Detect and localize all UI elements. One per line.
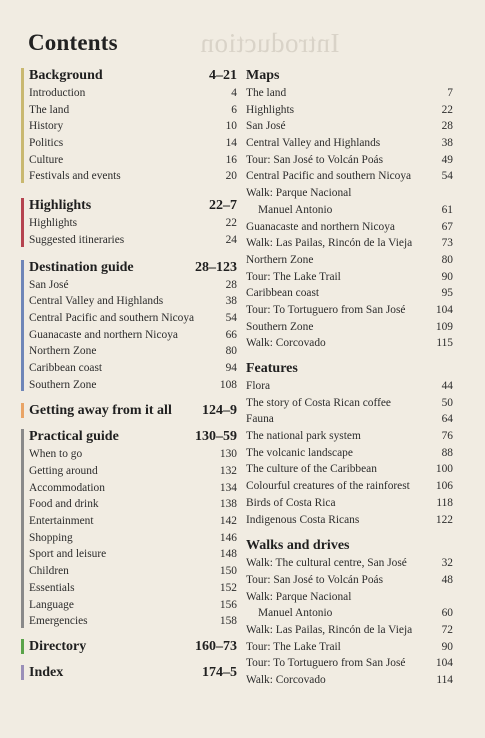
entry-page: 114: [436, 674, 453, 686]
entry-label: Colourful creatures of the rainforest: [246, 480, 410, 493]
toc-entry[interactable]: [246, 572, 453, 589]
section-pages: 4–21: [209, 68, 237, 83]
toc-entry[interactable]: [29, 85, 237, 102]
toc-entry[interactable]: [29, 343, 237, 360]
entry-label: Highlights: [29, 217, 78, 230]
toc-entry[interactable]: [29, 463, 237, 480]
toc-entry[interactable]: [29, 563, 237, 580]
section-heading: Maps: [246, 68, 280, 83]
entry-page: 54: [225, 311, 237, 324]
entry-page: 7: [447, 87, 453, 99]
entry-page: 10: [225, 120, 237, 133]
entry-page: 20: [225, 170, 237, 183]
toc-entry[interactable]: [29, 597, 237, 614]
toc-section: [246, 536, 453, 689]
toc-entry[interactable]: [246, 102, 453, 119]
toc-entry[interactable]: [246, 411, 453, 428]
entry-label: Highlights: [246, 103, 295, 116]
entry-label: Flora: [246, 380, 271, 392]
entry-page: 28: [441, 120, 453, 133]
entry-label: Indigenous Costa Ricans: [246, 513, 360, 526]
section-pages: 174–5: [202, 664, 237, 680]
entry-label: The volcanic landscape: [246, 446, 353, 459]
entry-page: 67: [441, 220, 453, 233]
section-heading[interactable]: [29, 663, 237, 682]
toc-section: [21, 637, 237, 656]
entry-label: Shopping: [29, 531, 73, 544]
bleed-through-text: Introduction: [200, 28, 340, 58]
section-color-bar: [21, 198, 24, 246]
toc-entry[interactable]: [246, 235, 453, 252]
entry-page: 118: [436, 496, 453, 509]
toc-section: [21, 427, 237, 630]
section-heading[interactable]: [29, 637, 237, 656]
entry-label: Fauna: [246, 413, 274, 426]
toc-section: [21, 401, 237, 420]
toc-entry[interactable]: [29, 135, 237, 152]
entry-page: 60: [441, 607, 453, 620]
entry-label: Getting around: [29, 465, 98, 477]
toc-entry[interactable]: [29, 580, 237, 597]
entry-page: 88: [441, 446, 453, 459]
section-color-bar: [21, 260, 24, 392]
entry-label: Manuel Antonio: [258, 203, 333, 216]
entry-label: Walk: The cultural centre, San José: [246, 557, 407, 570]
toc-entry[interactable]: [246, 85, 453, 102]
entry-label: San José: [29, 278, 69, 291]
entry-label: Caribbean coast: [246, 287, 320, 300]
entry-label: Southern Zone: [29, 378, 97, 391]
toc-entry[interactable]: [246, 672, 453, 689]
entry-label: Tour: San José to Volcán Poás: [246, 153, 384, 166]
toc-entry[interactable]: [246, 135, 453, 152]
entry-page: 38: [441, 137, 453, 150]
section-pages: 28–123: [195, 259, 237, 275]
section-title: Highlights: [29, 198, 92, 214]
toc-entry[interactable]: [246, 252, 453, 269]
entry-page: 138: [219, 498, 237, 511]
entry-page: 22: [441, 103, 453, 116]
entry-label: Walk: Las Pailas, Rincón de la Vieja: [246, 623, 413, 636]
entry-page: 73: [441, 237, 453, 250]
toc-entry[interactable]: [246, 202, 453, 219]
toc-section: [246, 66, 453, 352]
entry-label: The land: [29, 103, 70, 116]
section-color-bar: [21, 665, 24, 680]
toc-entry[interactable]: [29, 613, 237, 630]
right-column: [246, 66, 453, 689]
toc-entry[interactable]: [29, 327, 237, 344]
toc-entry[interactable]: [29, 496, 237, 513]
entry-label: Northern Zone: [246, 253, 314, 266]
entry-label: Southern Zone: [246, 320, 314, 333]
entry-page: 152: [219, 581, 237, 594]
entry-page: 108: [219, 378, 237, 391]
toc-entry[interactable]: [246, 302, 453, 319]
entry-label: Festivals and events: [29, 170, 121, 183]
toc-entry[interactable]: [246, 118, 453, 135]
entry-label: Walk: Parque Nacional: [246, 187, 352, 200]
toc-section: [21, 258, 237, 394]
entry-page: 49: [441, 153, 453, 166]
toc-entry[interactable]: [246, 168, 453, 185]
entry-label: Birds of Costa Rica: [246, 496, 336, 509]
entry-label: Sport and leisure: [29, 548, 107, 561]
entry-page: 44: [441, 380, 453, 392]
entry-page: 90: [441, 640, 453, 653]
entry-label: The culture of the Caribbean: [246, 463, 377, 476]
entry-label: Tour: The Lake Trail: [246, 270, 341, 283]
section-heading[interactable]: [29, 258, 237, 277]
entry-page: 16: [225, 153, 237, 166]
entry-label: Caribbean coast: [29, 361, 103, 374]
section-color-bar: [21, 429, 24, 628]
entry-label: Entertainment: [29, 515, 94, 528]
toc-entry[interactable]: [29, 277, 237, 294]
toc-entry[interactable]: [29, 293, 237, 310]
entry-page: 156: [219, 598, 237, 611]
entry-label: The land: [246, 87, 287, 99]
entry-label: Politics: [29, 137, 64, 150]
entry-label: Central Pacific and southern Nicoya: [29, 311, 195, 324]
entry-page: 146: [219, 531, 237, 544]
toc-entry[interactable]: [29, 446, 237, 463]
entry-label: The national park system: [246, 430, 361, 443]
entry-label: Suggested itineraries: [29, 233, 125, 246]
toc-entry[interactable]: [29, 310, 237, 327]
entry-page: 132: [219, 465, 237, 477]
toc-entry[interactable]: [246, 495, 453, 512]
entry-page: 106: [435, 480, 453, 493]
toc-entry[interactable]: [246, 378, 453, 395]
section-title: Background: [29, 68, 103, 83]
section-color-bar: [21, 403, 24, 418]
entry-page: 104: [435, 657, 453, 670]
entry-page: 4: [231, 87, 237, 99]
entry-label: Children: [29, 565, 69, 578]
entry-label: Accommodation: [29, 481, 105, 494]
entry-label: The story of Costa Rican coffee: [246, 396, 391, 409]
toc-entry[interactable]: [29, 102, 237, 119]
entry-page: 61: [441, 203, 453, 216]
entry-label: Walk: Corcovado: [246, 674, 326, 686]
toc-entry[interactable]: [29, 546, 237, 563]
entry-label: Walk: Las Pailas, Rincón de la Vieja: [246, 237, 413, 250]
entry-label: Central Pacific and southern Nicoya: [246, 170, 412, 183]
entry-label: Tour: The Lake Trail: [246, 640, 341, 653]
toc-entry[interactable]: [246, 478, 453, 495]
toc-entry[interactable]: [246, 605, 453, 622]
toc-entry[interactable]: [29, 232, 237, 249]
toc-entry[interactable]: [246, 589, 453, 606]
toc-entry[interactable]: [29, 152, 237, 169]
entry-label: Central Valley and Highlands: [246, 137, 381, 150]
entry-label: Northern Zone: [29, 345, 97, 358]
section-heading[interactable]: [29, 196, 237, 215]
entry-page: 66: [225, 328, 237, 341]
section-color-bar: [21, 639, 24, 654]
entry-label: Language: [29, 598, 74, 611]
entry-page: 48: [441, 573, 453, 586]
toc-entry[interactable]: [246, 395, 453, 412]
section-title: Getting away from it all: [29, 403, 172, 419]
toc-entry[interactable]: [246, 219, 453, 236]
toc-entry[interactable]: [29, 118, 237, 135]
entry-page: 14: [225, 137, 237, 150]
section-heading: Walks and drives: [246, 538, 350, 554]
toc-entry[interactable]: [246, 335, 453, 352]
entry-label: Introduction: [29, 87, 86, 99]
entry-page: 150: [219, 565, 237, 578]
entry-page: 54: [441, 170, 453, 183]
entry-label: Tour: To Tortuguero from San José: [246, 657, 406, 670]
entry-page: 38: [225, 295, 237, 308]
toc-entry[interactable]: [246, 269, 453, 286]
entry-label: Guanacaste and northern Nicoya: [246, 220, 395, 233]
entry-page: 130: [219, 448, 237, 461]
entry-page: 6: [231, 103, 237, 116]
entry-page: 100: [435, 463, 453, 476]
toc-entry[interactable]: [246, 639, 453, 656]
section-heading: Features: [246, 361, 298, 376]
entry-page: 158: [219, 615, 237, 628]
toc-entry[interactable]: [246, 655, 453, 672]
page-title: Contents: [28, 30, 118, 55]
section-title: Practical guide: [29, 429, 119, 445]
section-heading[interactable]: [29, 66, 237, 85]
entry-label: Essentials: [29, 581, 75, 594]
section-title: Destination guide: [29, 259, 134, 275]
entry-page: 104: [435, 303, 453, 316]
toc-entry[interactable]: [246, 445, 453, 462]
toc-section: [21, 66, 237, 185]
section-pages: 130–59: [195, 429, 237, 445]
toc-entry[interactable]: [29, 513, 237, 530]
entry-label: San José: [246, 120, 286, 133]
entry-page: 80: [225, 345, 237, 358]
toc-entry[interactable]: [29, 480, 237, 497]
entry-page: 50: [441, 396, 453, 409]
toc-entry[interactable]: [246, 461, 453, 478]
toc-entry[interactable]: [246, 428, 453, 445]
entry-page: 80: [441, 253, 453, 266]
entry-page: 142: [219, 515, 237, 528]
toc-entry[interactable]: [246, 512, 453, 529]
section-title: Directory: [29, 638, 87, 654]
toc-section: [21, 196, 237, 248]
toc-entry[interactable]: [246, 622, 453, 639]
entry-page: 76: [441, 430, 453, 443]
entry-label: Walk: Corcovado: [246, 337, 326, 350]
left-column: [21, 66, 237, 682]
entry-page: 32: [441, 557, 453, 570]
entry-label: When to go: [29, 448, 83, 461]
toc-entry[interactable]: [246, 185, 453, 202]
entry-label: Walk: Parque Nacional: [246, 590, 352, 603]
entry-page: 122: [435, 513, 453, 526]
toc-entry[interactable]: [246, 319, 453, 336]
entry-label: Emergencies: [29, 615, 88, 628]
section-heading[interactable]: [29, 401, 237, 420]
entry-page: 94: [225, 361, 237, 374]
entry-page: 148: [219, 548, 237, 561]
entry-page: 28: [225, 278, 237, 291]
entry-page: 134: [219, 481, 237, 494]
section-pages: 22–7: [209, 198, 237, 214]
section-color-bar: [21, 68, 24, 183]
toc-entry[interactable]: [246, 285, 453, 302]
entry-label: Tour: San José to Volcán Poás: [246, 573, 384, 586]
entry-page: 90: [441, 270, 453, 283]
entry-label: Manuel Antonio: [258, 607, 333, 620]
entry-label: Tour: To Tortuguero from San José: [246, 303, 406, 316]
entry-page: 95: [441, 287, 453, 300]
toc-entry[interactable]: [29, 168, 237, 185]
entry-label: Food and drink: [29, 498, 99, 511]
entry-label: Central Valley and Highlands: [29, 295, 164, 308]
entry-page: 22: [225, 217, 237, 230]
section-pages: 124–9: [202, 403, 237, 419]
entry-page: 109: [435, 320, 453, 333]
entry-label: Guanacaste and northern Nicoya: [29, 328, 178, 341]
entry-page: 115: [436, 337, 453, 350]
toc-entry[interactable]: [29, 377, 237, 394]
section-title: Index: [29, 664, 64, 680]
entry-page: 64: [441, 413, 453, 426]
section-heading[interactable]: [29, 427, 237, 446]
entry-label: History: [29, 120, 64, 133]
toc-entry[interactable]: [29, 360, 237, 377]
section-pages: 160–73: [195, 638, 237, 654]
entry-page: 24: [225, 233, 237, 246]
entry-label: Culture: [29, 153, 64, 166]
toc-section: [246, 359, 453, 528]
toc-entry[interactable]: [246, 555, 453, 572]
entry-page: 72: [441, 623, 453, 636]
toc-section: [21, 663, 237, 682]
toc-entry[interactable]: [29, 215, 237, 232]
toc-entry[interactable]: [246, 152, 453, 169]
toc-entry[interactable]: [29, 530, 237, 547]
